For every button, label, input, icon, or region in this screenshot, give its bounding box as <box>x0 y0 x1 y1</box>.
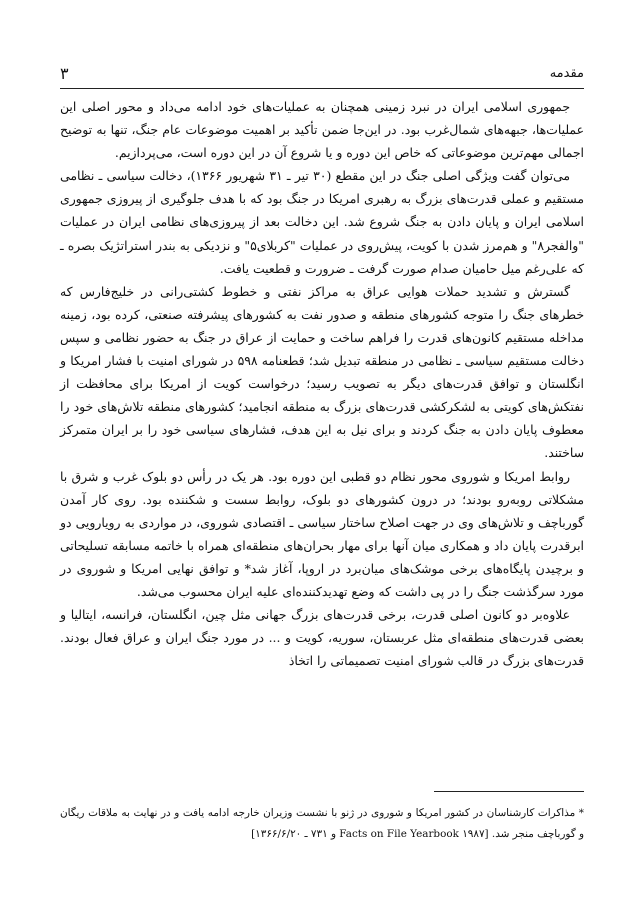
paragraph: جمهوری اسلامی ایران در نبرد زمینی همچنان به عملیات‌های خود ادامه می‌داد و محور اصلی این عملیات‌ها، جبهه‌های شمال‌غرب بود. در این‌جا ضمن تأکید بر اهمیت موضوعات عام جنگ، تنها به توضیح اجمالی مهم‌ترین موضوعاتی که خاص این دوره و یا شروع آن در این دوره است، می‌پردازیم. <box>60 99 584 161</box>
paragraph: گسترش و تشدید حملات هوایی عراق به مراکز نفتی و خطوط کشتی‌رانی در خلیج‌فارس که خطرهای جنگ را متوجه کشورهای منطقه و صدور نفت به کشورهای پیشرفته صنعتی، کرده بود، زمینه مداخله مستقیم کانون‌های قدرت را فراهم ساخت و حمایت از عراق در جنگ به حضور نظامی و سپس دخالت مستقیم سیاسی ـ نظامی در منطقه تبدیل شد؛ قطعنامه ۵۹۸ در شورای امنیت با فشار امریکا و انگلستان و توافق قدرت‌های دیگر به تصویب رسید؛ درخواست کویت از امریکا برای محافظت از نفتکش‌های کویتی به لشکرکشی قدرت‌های بزرگ به منطقه انجامید؛ کشورهای منطقه تلاش‌های خود را معطوف پایان دادن به جنگ کردند و برای نیل به این هدف، فشارهای سیاسی خود را بر ایران متمرکز ساختند. <box>60 283 584 461</box>
main-text <box>60 95 584 672</box>
footnote-divider <box>434 791 584 792</box>
paragraph: روابط امریکا و شوروی محور نظام دو قطبی این دوره بود. هر یک در رأس دو بلوک غرب و شرق با مشکلاتی روبه‌رو بودند؛ در درون کشورهای دو بلوک، روابط سست و شکننده بود. روی کار آمدن گورباچف و تلاش‌های وی در جهت اصلاح ساختار سیاسی ـ اقتصادی شوروی، در مواردی به رویارویی دو ابرقدرت پایان داد و همکاری میان آنها برای مهار بحران‌های منطقه‌ای همراه با خاتمه مسابقه تسلیحاتی و برچیدن پایگاه‌های برخی موشک‌های میان‌برد در اروپا، آغاز شد* و توافق نهایی امریکا و شوروی در مورد سرگذشت جنگ را در پی داشت که وضع تهدیدکننده‌ای علیه ایران محسوب می‌شد. <box>60 468 584 599</box>
page-number: ۳ <box>60 64 69 83</box>
footnote <box>60 803 584 845</box>
paragraph: می‌توان گفت ویژگی اصلی جنگ در این مقطع (۳۰ تیر ـ ۳۱ شهریور ۱۳۶۶)، دخالت سیاسی ـ نظامی مستقیم و عملی قدرت‌های بزرگ به رهبری امریکا در جنگ بود که با هدف جلوگیری از پیروزی جمهوری اسلامی ایران و پایان دادن به جنگ شروع شد. این دخالت بعد از پیروزی‌های نظامی ایران در عملیات "والفجر۸" و هم‌مرز شدن با کویت، پیش‌روی در عملیات "کربلای۵" و نزدیکی به بندر استراتژیک بصره ـ که علی‌رغم میل حامیان صدام صورت گرفت ـ ضرورت و قطعیت یافت. <box>60 168 584 276</box>
paragraph: علاوه‌بر دو کانون اصلی قدرت، برخی قدرت‌های بزرگ جهانی مثل چین، انگلستان، فرانسه، ایتالیا و بعضی قدرت‌های منطقه‌ای مثل عربستان، سوریه، کویت و ... در مورد جنگ ایران و عراق فعال بودند. قدرت‌های بزرگ در قالب شورای امنیت تصمیماتی را اتخاذ <box>60 607 584 669</box>
page-header <box>60 64 584 86</box>
chapter-title: مقدمه <box>549 66 584 81</box>
footnote-text: * مذاکرات کارشناسان در کشور امریکا و شوروی در ژنو با نشست وزیران خارجه ادامه یافت و در نهایت به ملاقات ریگان و گورباچف منجر شد. [Facts on File Yearbook ۱۹۸۷ و ۷۳۱ ـ ۱۳۶۶/۶/۲۰] <box>60 807 584 840</box>
header-divider <box>60 88 584 89</box>
